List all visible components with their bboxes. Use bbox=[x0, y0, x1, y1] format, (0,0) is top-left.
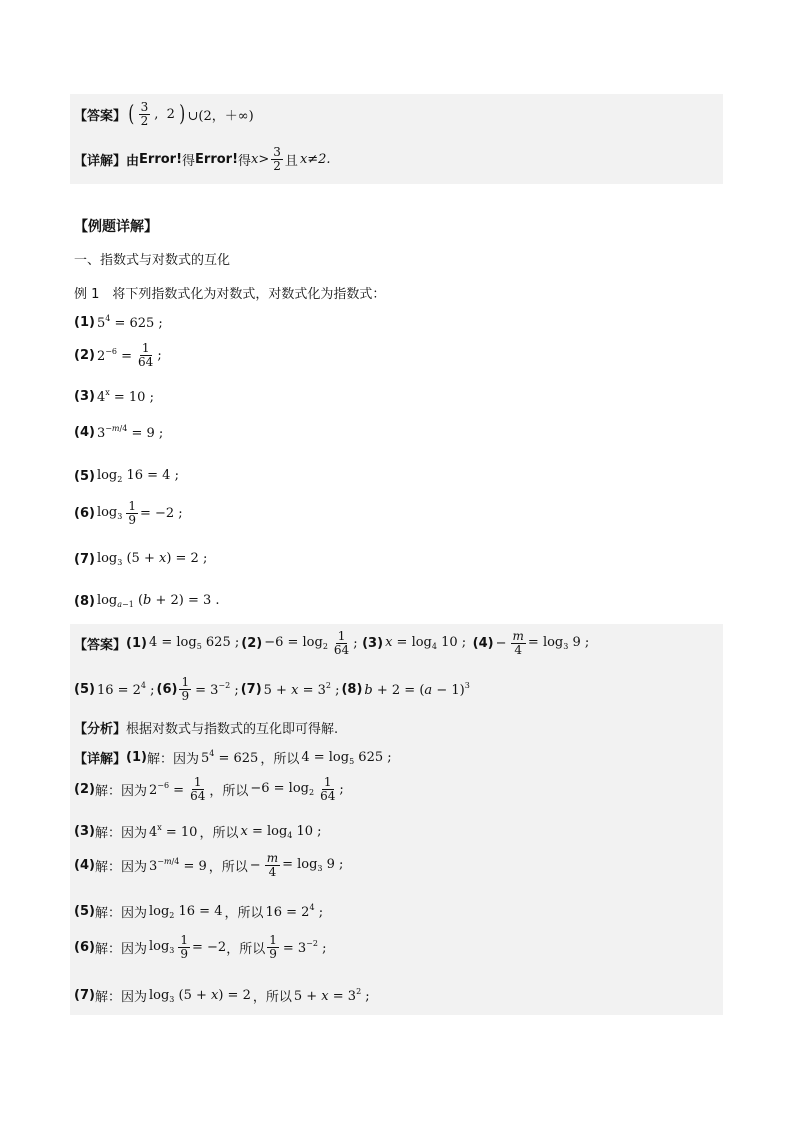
top-answer-line: 【答案】 ( $\frac{3}{2}$ , 2 ) ∪(2，＋∞) bbox=[74, 99, 254, 128]
top-detail-line: 【详解】 由 Error! 得 Error! 得 x > $\frac{3}{2}$ 且 x≠2. bbox=[74, 144, 331, 173]
analysis-line: 【分析】 根据对数式与指数式的互化即可得解. bbox=[74, 722, 339, 737]
item-7: (7) $\log_3 (5 + x) = 2$ ; bbox=[74, 551, 208, 567]
detail-7: (7) 解：因为 $\log_3 (5 + x) = 2$ ，所以 $5 + x = 3^2$ ; bbox=[74, 987, 370, 1005]
detail-6: (6) 解：因为 $\log_3$ $\frac{1}{9}$ = −2 ，所以 $\frac{1}{9}$ = $3^{-2}$ ; bbox=[74, 933, 327, 961]
answer-label: 【答案】 bbox=[74, 108, 127, 124]
answer2-line-1: 【答案】 (1) $4 = \log_5 625$ ; (2) $-6 = \log_2$ $\frac{1}{64}$ ; (3) $x = \log_4 10$ ; (4) − $\frac{m}{4}$ = $\log_3 9$ ; bbox=[74, 629, 590, 657]
error-text-2: Error! bbox=[195, 151, 239, 167]
section-subtitle: 一、指数式与对数式的互化 bbox=[74, 253, 231, 268]
detail-3: (3) 解：因为 $4^x = 10$ ，所以 $x = \log_4 10$ ; bbox=[74, 823, 322, 841]
item-6: (6) $\log_3$ $\frac{1}{9}$ = −2 ; bbox=[74, 499, 183, 527]
detail-2: (2) 解：因为 $2^{-6}$ = $\frac{1}{64}$ ，所以 $-6 = \log_2$ $\frac{1}{64}$ ; bbox=[74, 775, 344, 803]
section-title: 【例题详解】 bbox=[74, 219, 158, 235]
answer-continuation: ∪(2，＋∞) bbox=[187, 108, 254, 124]
item-5: (5) $\log_2 16 = 4$ ; bbox=[74, 468, 179, 484]
item-3: (3) $4^x = 10$ ; bbox=[74, 388, 154, 405]
detail-5: (5) 解：因为 $\log_2 16 = 4$ ，所以 $16 = 2^4$ ; bbox=[74, 903, 324, 921]
fraction-3-2: $\frac{3}{2}$ bbox=[140, 99, 149, 128]
detail-4: (4) 解：因为 $3^{-m/4} = 9$ ，所以 − $\frac{m}{4}$ = $\log_3 9$ ; bbox=[74, 851, 344, 879]
item-4: (4) $3^{-m/4} = 9$ ; bbox=[74, 424, 164, 441]
detail-1: 【详解】 (1) 解：因为 $5^4 = 625$ ，所以 $4 = \log_5 625$ ; bbox=[74, 749, 392, 767]
detail-label: 【详解】 bbox=[74, 153, 127, 169]
answer2-line-2: (5) $16 = 2^4$ ; (6) $\frac{1}{9}$ = $3^{-2}$ ; (7) $5 + x = 3^2$ ; (8) $b + 2 = (a - 1)^3$ bbox=[74, 675, 470, 703]
example-intro: 例 1 将下列指数式化为对数式，对数式化为指数式： bbox=[74, 287, 386, 302]
item-2: (2) $2^{-6}$ = $\frac{1}{64}$ ; bbox=[74, 341, 162, 369]
item-1: (1) $5^4 = 625$ ; bbox=[74, 314, 163, 331]
error-text-1: Error! bbox=[139, 151, 183, 167]
item-8: (8) $\log_{a-1} (b + 2) = 3$ . bbox=[74, 593, 220, 609]
